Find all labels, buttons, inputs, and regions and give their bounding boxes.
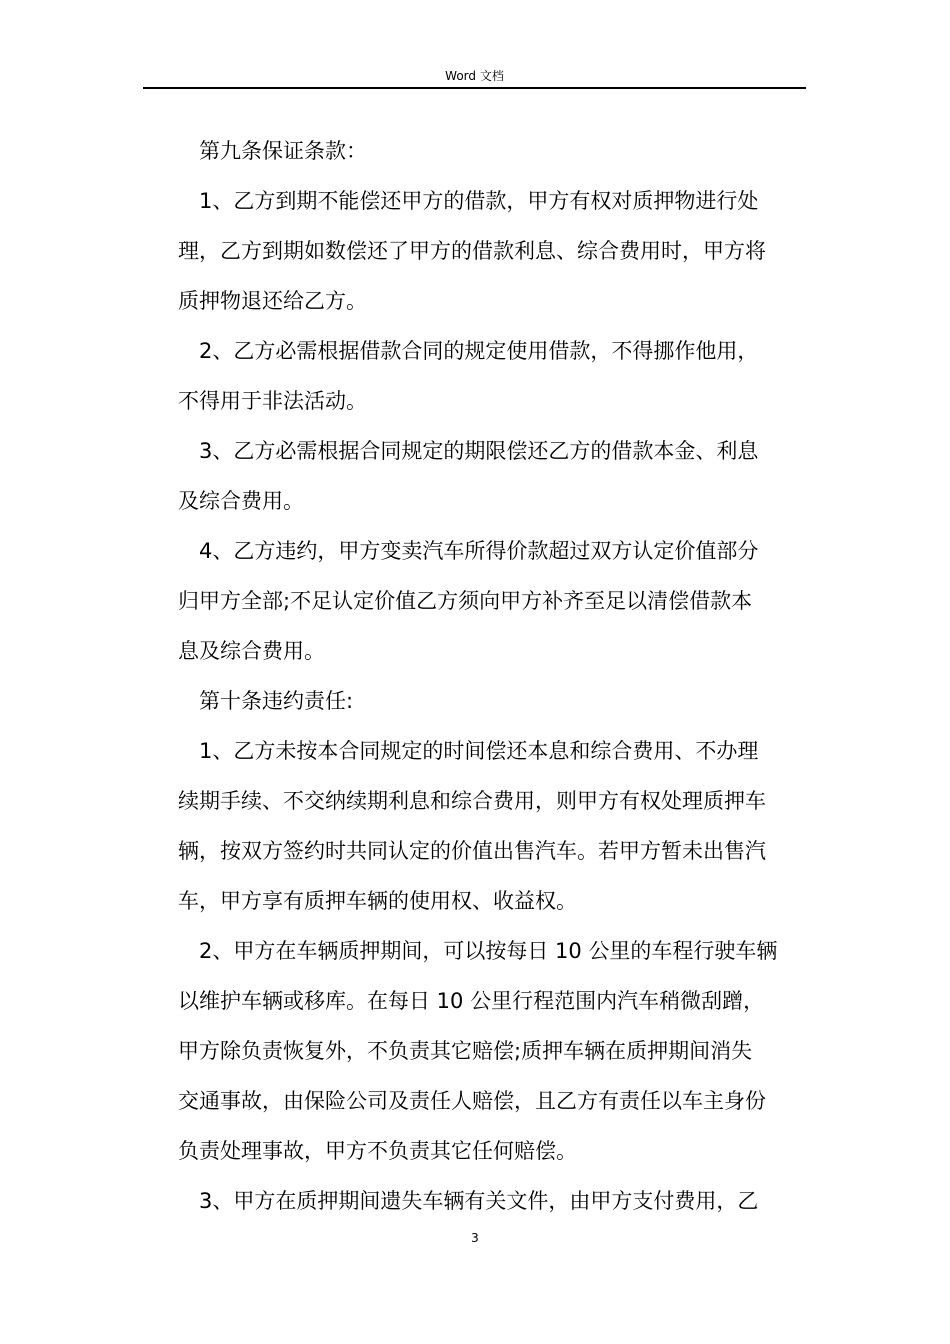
text-line: 及综合费用。 bbox=[178, 489, 304, 513]
header-divider bbox=[143, 87, 806, 89]
text-line: 2、乙方必需根据借款合同的规定使用借款，不得挪作他用， bbox=[199, 339, 759, 363]
text-line: 1、乙方到期不能偿还甲方的借款，甲方有权对质押物进行处 bbox=[199, 189, 759, 213]
text-line: 不得用于非法活动。 bbox=[178, 389, 367, 413]
text-line: 第九条保证条款： bbox=[199, 139, 367, 163]
text-line: 3、乙方必需根据合同规定的期限偿还乙方的借款本金、利息 bbox=[199, 439, 759, 463]
page-number bbox=[0, 1230, 950, 1246]
page-header bbox=[143, 68, 806, 88]
paragraph bbox=[178, 176, 804, 326]
header-title: Word 文档 bbox=[445, 69, 504, 83]
paragraph bbox=[178, 1176, 804, 1226]
text-line: 负责处理事故，甲方不负责其它任何赔偿。 bbox=[178, 1139, 577, 1163]
text-line: 息及综合费用。 bbox=[178, 639, 325, 663]
page-number-text: 3 bbox=[471, 1231, 479, 1245]
text-line: 交通事故，由保险公司及责任人赔偿，且乙方有责任以车主身份 bbox=[178, 1089, 766, 1113]
text-line: 理，乙方到期如数偿还了甲方的借款利息、综合费用时，甲方将 bbox=[178, 239, 766, 263]
text-line: 质押物退还给乙方。 bbox=[178, 289, 367, 313]
paragraph bbox=[178, 326, 804, 426]
paragraph bbox=[178, 526, 804, 676]
text-line: 续期手续、不交纳续期利息和综合费用，则甲方有权处理质押车 bbox=[178, 789, 766, 813]
text-line: 第十条违约责任: bbox=[199, 689, 354, 713]
text-line: 车，甲方享有质押车辆的使用权、收益权。 bbox=[178, 889, 577, 913]
document-body bbox=[178, 126, 804, 1226]
text-line: 甲方除负责恢复外，不负责其它赔偿;质押车辆在质押期间消失 bbox=[178, 1039, 753, 1063]
text-line: 1、乙方未按本合同规定的时间偿还本息和综合费用、不办理 bbox=[199, 739, 759, 763]
paragraph bbox=[178, 726, 804, 926]
paragraph bbox=[178, 926, 804, 1176]
text-line: 4、乙方违约，甲方变卖汽车所得价款超过双方认定价值部分 bbox=[199, 539, 759, 563]
text-line: 3、甲方在质押期间遗失车辆有关文件，由甲方支付费用，乙 bbox=[199, 1189, 759, 1213]
text-line: 辆，按双方签约时共同认定的价值出售汽车。若甲方暂未出售汽 bbox=[178, 839, 766, 863]
paragraph bbox=[178, 126, 804, 176]
paragraph bbox=[178, 426, 804, 526]
paragraph bbox=[178, 676, 804, 726]
text-line: 以维护车辆或移库。在每日 10 公里行程范围内汽车稍微刮蹭， bbox=[178, 989, 765, 1013]
text-line: 归甲方全部;不足认定价值乙方须向甲方补齐至足以清偿借款本 bbox=[178, 589, 753, 613]
text-line: 2、甲方在车辆质押期间，可以按每日 10 公里的车程行驶车辆 bbox=[199, 939, 778, 963]
